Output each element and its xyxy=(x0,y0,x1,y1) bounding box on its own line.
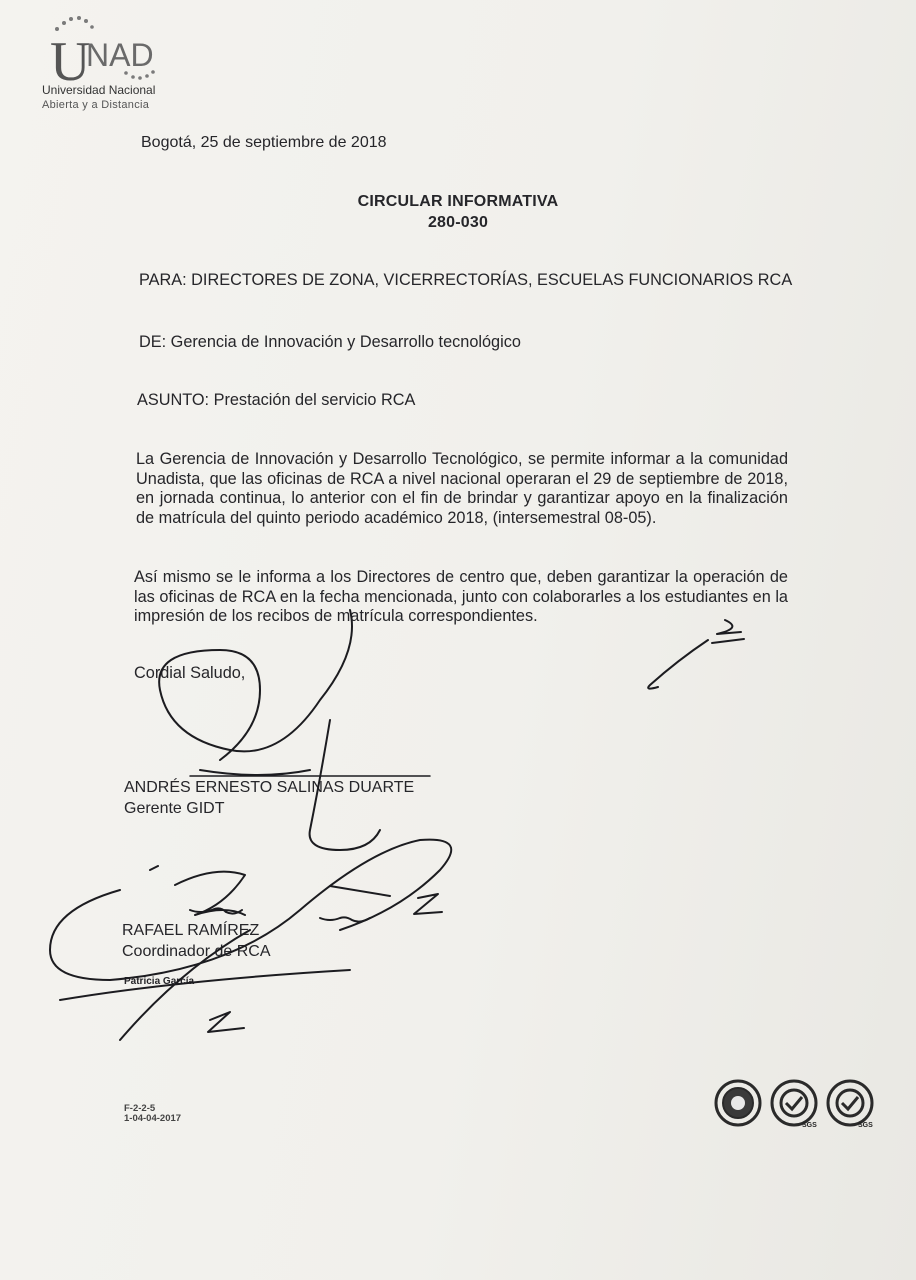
certification-seals xyxy=(714,1077,884,1139)
signatory-name: RAFAEL RAMÍREZ xyxy=(122,922,260,939)
signatory-block-1 xyxy=(124,777,414,819)
prepared-by: Patricia García xyxy=(124,976,195,987)
document-number: 280-030 xyxy=(427,214,489,231)
seal-icon xyxy=(716,1081,760,1125)
signatory-role: Coordinador de RCA xyxy=(122,943,271,960)
svg-text:U: U xyxy=(50,31,91,93)
signature-2 xyxy=(150,866,245,915)
sender-line: DE: Gerencia de Innovación y Desarrollo tecnológico xyxy=(139,333,521,351)
form-code: F-2-2-5 xyxy=(124,1103,156,1114)
closing-salutation: Cordial Saludo, xyxy=(134,664,246,682)
letter-date: Bogotá, 25 de septiembre de 2018 xyxy=(141,134,387,151)
logo-university-name: Universidad Nacional xyxy=(42,83,156,97)
subject-line: ASUNTO: Prestación del servicio RCA xyxy=(137,391,416,409)
seal-label: SGS xyxy=(858,1122,873,1129)
signature-initial xyxy=(648,620,741,689)
body-paragraph-1: La Gerencia de Innovación y Desarrollo Tecnológico, se permite informar a la comunidad Unadista, que las oficinas de RCA a nivel nacional operaran el 29 de septiembre de 2018, en jornada continua, lo anterior con el fin de brindar y garantizar apoyo en la finalización de matrícula del quinto periodo académico 2018, (intersemestral 08-05). xyxy=(136,450,788,527)
form-code-block xyxy=(124,1104,181,1124)
signatory-role: Gerente GIDT xyxy=(124,800,225,817)
recipients-line: PARA: DIRECTORES DE ZONA, VICERRECTORÍAS, ESCUELAS FUNCIONARIOS RCA xyxy=(139,271,793,289)
logo-university-subtitle: Abierta y a Distancia xyxy=(42,99,150,111)
seal-label: SGS xyxy=(802,1122,817,1129)
body-paragraph-2: Así mismo se le informa a los Directores de centro que, deben garantizar la operación de las oficinas de RCA en la fecha mencionada, junto con colaborarles a los estudiantes en la impresión de los recibos de matrícula correspondientes. xyxy=(134,568,788,626)
form-version: 1-04-04-2017 xyxy=(124,1113,182,1124)
seal-icon xyxy=(828,1081,872,1125)
seal-icon xyxy=(772,1081,816,1125)
signatory-block-2 xyxy=(122,920,271,962)
document-title: CIRCULAR INFORMATIVA xyxy=(357,193,559,210)
signatory-name: ANDRÉS ERNESTO SALINAS DUARTE xyxy=(124,779,415,796)
svg-text:NAD: NAD xyxy=(86,37,154,73)
